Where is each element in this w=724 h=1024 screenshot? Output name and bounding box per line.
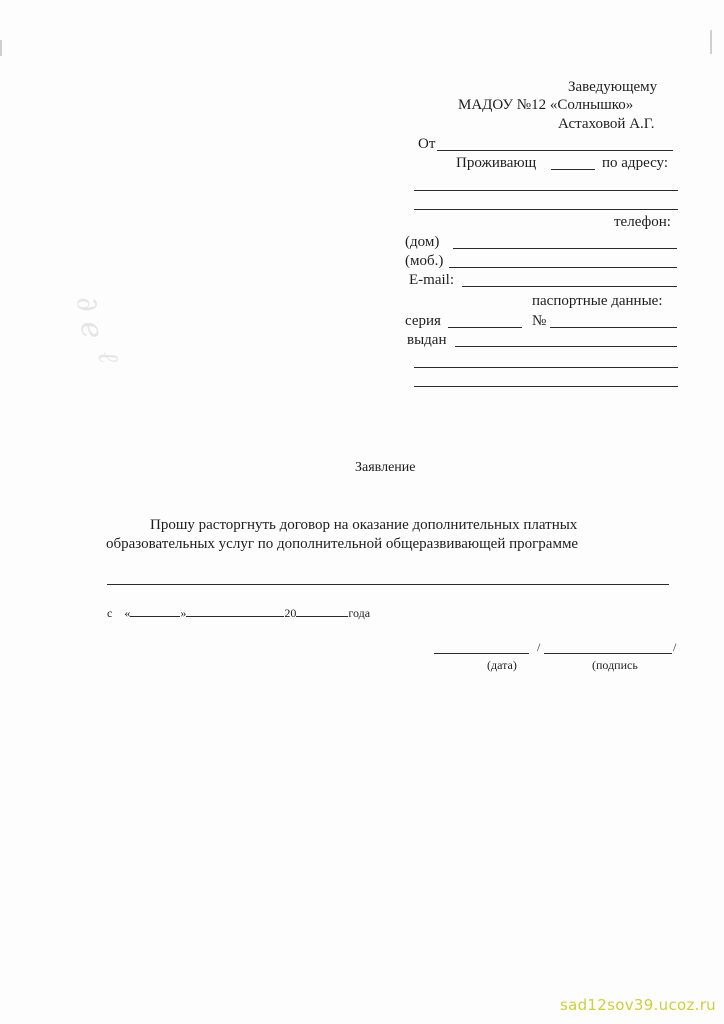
email-field-line — [462, 286, 677, 287]
mobile-phone-label: (моб.) — [405, 253, 444, 269]
passport-label: паспортные данные: — [532, 293, 663, 309]
issued-field-line-2 — [414, 367, 678, 368]
number-label: № — [532, 313, 547, 329]
year-prefix: 20 — [284, 606, 297, 620]
document-title: Заявление — [355, 460, 416, 475]
number-field-line — [550, 327, 677, 328]
scan-edge-mark — [0, 40, 2, 56]
residing-label: Проживающ — [456, 155, 537, 171]
day-blank — [130, 604, 180, 617]
issued-label: выдан — [407, 332, 447, 348]
site-watermark: sad12sov39.ucoz.ru — [560, 996, 716, 1014]
phone-label: телефон: — [614, 214, 671, 230]
date-prefix: с — [107, 606, 113, 620]
series-label: серия — [405, 313, 441, 329]
month-blank — [186, 604, 284, 617]
address-field-line-2 — [414, 209, 678, 210]
email-label: E-mail: — [409, 272, 454, 288]
scan-edge-mark-2 — [710, 30, 712, 54]
year-blank — [296, 604, 348, 617]
address-field-line-1 — [414, 190, 678, 191]
signature-separator-left: / — [537, 640, 541, 654]
date-caption: (дата) — [487, 658, 517, 672]
addressee-line-2: МАДОУ №12 «Солнышко» — [458, 97, 634, 113]
home-phone-label: (дом) — [405, 234, 440, 250]
faint-handwriting-mark-2: ℓ — [91, 348, 126, 366]
date-open-quote: « — [124, 606, 131, 620]
home-phone-field-line — [453, 248, 677, 249]
signature-separator-right: / — [673, 640, 677, 654]
issued-field-line-1 — [455, 346, 677, 347]
faint-handwriting-mark: ∂ e — [68, 293, 111, 342]
signature-date-line — [434, 653, 529, 654]
signature-caption: (подпись — [592, 658, 638, 672]
address-label: по адресу: — [602, 155, 669, 171]
date-row — [107, 604, 370, 622]
signature-sign-line — [544, 653, 672, 654]
body-line-2: образовательных услуг по дополнительной общеразвивающей программе — [106, 536, 579, 552]
residing-suffix-line — [551, 169, 595, 170]
from-field-line — [437, 150, 673, 151]
issued-field-line-3 — [414, 386, 678, 387]
mobile-phone-field-line — [449, 267, 677, 268]
series-field-line — [448, 327, 522, 328]
body-line-1: Прошу расторгнуть договор на оказание дополнительных платных — [150, 517, 578, 533]
from-label: От — [418, 136, 436, 152]
program-field-line — [107, 584, 669, 585]
addressee-line-3: Астаховой А.Г. — [558, 116, 655, 132]
date-close-quote: » — [180, 606, 187, 620]
addressee-line-1: Заведующему — [568, 79, 658, 95]
year-suffix: года — [348, 606, 371, 620]
